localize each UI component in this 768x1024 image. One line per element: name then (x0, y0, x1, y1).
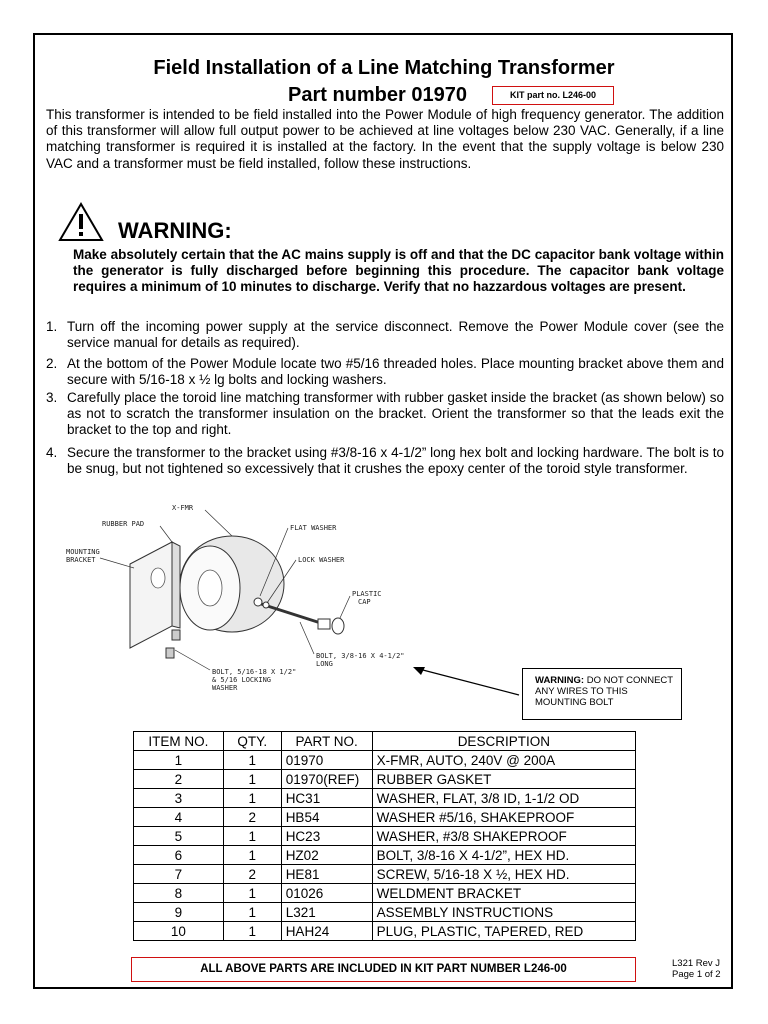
callout-bold: WARNING: (535, 675, 585, 686)
label-lock-washer: LOCK WASHER (298, 556, 345, 564)
cell-part: 01970 (281, 751, 372, 770)
cell-item: 2 (134, 770, 224, 789)
step-number: 1. (46, 319, 58, 334)
page-title: Field Installation of a Line Matching Transformer (153, 57, 615, 79)
table-row (134, 770, 636, 789)
label-rubber-pad: RUBBER PAD (102, 520, 145, 528)
cell-description: WELDMENT BRACKET (372, 884, 635, 903)
column-header: PART NO. (281, 732, 372, 751)
label-cap: CAP (358, 598, 371, 606)
cell-qty: 1 (223, 884, 281, 903)
cell-qty: 1 (223, 770, 281, 789)
cell-description: WASHER #5/16, SHAKEPROOF (372, 808, 635, 827)
cell-part: HZ02 (281, 846, 372, 865)
label-bolt-516-line1: BOLT, 5/16-18 X 1/2" (212, 668, 297, 676)
cell-part: HAH24 (281, 922, 372, 941)
cell-item: 8 (134, 884, 224, 903)
table-row (134, 884, 636, 903)
callout-arrow-icon (405, 665, 525, 705)
step-item (46, 445, 724, 477)
label-xfmr: X-FMR (172, 504, 194, 512)
step-number: 4. (46, 445, 58, 460)
step-item (46, 319, 724, 351)
cell-part: HE81 (281, 865, 372, 884)
cell-qty: 2 (223, 865, 281, 884)
warning-text: Make absolutely certain that the AC mains supply is off and that the DC capacitor bank voltage within the generator is fully discharged before beginning this procedure. The capacitor bank voltage requires a minimum of 10 minutes to discharge. Verify that no hazzardous voltages are present. (73, 247, 724, 295)
cell-part: 01026 (281, 884, 372, 903)
cell-qty: 1 (223, 846, 281, 865)
label-bolt-38-line1: BOLT, 3/8-16 X 4-1/2" (316, 652, 405, 660)
cell-qty: 1 (223, 827, 281, 846)
transformer-assembly-diagram (60, 498, 420, 700)
cell-description: WASHER, #3/8 SHAKEPROOF (372, 827, 635, 846)
step-text: At the bottom of the Power Module locate two #5/16 threaded holes. Place mounting bracket above them and secure with 5/16-18 x ½ lg bolts and locking washers. (67, 356, 724, 388)
label-plastic: PLASTIC (352, 590, 382, 598)
label-flat-washer: FLAT WASHER (290, 524, 337, 532)
step-text: Carefully place the toroid line matching transformer with rubber gasket inside the bracket (as shown below) so as not to scratch the transformer insulation on the bracket. Orient the transformer so that the leads exit the bracket to the top and right. (67, 390, 724, 438)
cell-description: X-FMR, AUTO, 240V @ 200A (372, 751, 635, 770)
cell-description: PLUG, PLASTIC, TAPERED, RED (372, 922, 635, 941)
warning-callout (522, 668, 682, 720)
cell-item: 7 (134, 865, 224, 884)
table-row (134, 751, 636, 770)
cell-item: 3 (134, 789, 224, 808)
kit-includes-note: ALL ABOVE PARTS ARE INCLUDED IN KIT PART NUMBER L246-00 (131, 957, 636, 982)
cell-description: SCREW, 5/16-18 X ½, HEX HD. (372, 865, 635, 884)
column-header: DESCRIPTION (372, 732, 635, 751)
cell-item: 1 (134, 751, 224, 770)
cell-part: HC23 (281, 827, 372, 846)
cell-description: BOLT, 3/8-16 X 4-1/2”, HEX HD. (372, 846, 635, 865)
revision-block (672, 959, 721, 980)
cell-item: 9 (134, 903, 224, 922)
cell-item: 6 (134, 846, 224, 865)
kit-part-badge: KIT part no. L246-00 (492, 86, 614, 105)
table-header-row (134, 732, 636, 751)
step-item (46, 356, 724, 388)
revision-label: L321 Rev J (672, 958, 721, 969)
step-number: 2. (46, 356, 58, 371)
table-row (134, 789, 636, 808)
step-item (46, 390, 724, 439)
label-bolt-516-line3: WASHER (212, 684, 238, 692)
step-text: Secure the transformer to the bracket using #3/8-16 x 4-1/2” long hex bolt and locking hardware. The bolt is to be snug, but not tightened so excessively that it crushes the epoxy center of the toroid style transformer. (67, 445, 724, 477)
label-bracket: BRACKET (66, 556, 96, 564)
label-bolt-516-line2: & 5/16 LOCKING (212, 676, 272, 684)
column-header: ITEM NO. (134, 732, 224, 751)
cell-qty: 1 (223, 789, 281, 808)
label-mounting: MOUNTING (66, 548, 100, 556)
part-number-title: Part number 01970 (288, 84, 467, 106)
table-row (134, 865, 636, 884)
intro-paragraph: This transformer is intended to be field installed into the Power Module of high frequency generator. The addition of this transformer will allow full output power to be achieved at line voltages below 230 VAC. Generally, if a line matching transformer is required it is installed at the factory. In the event that the supply voltage is below 230 VAC and a transformer must be field installed, follow these instructions. (46, 107, 724, 171)
warning-heading: WARNING: (118, 218, 232, 243)
cell-item: 10 (134, 922, 224, 941)
cell-qty: 1 (223, 903, 281, 922)
cell-item: 5 (134, 827, 224, 846)
cell-qty: 1 (223, 922, 281, 941)
page-number: Page 1 of 2 (672, 968, 721, 980)
cell-qty: 2 (223, 808, 281, 827)
cell-part: L321 (281, 903, 372, 922)
table-row (134, 903, 636, 922)
cell-part: HC31 (281, 789, 372, 808)
cell-part: 01970(REF) (281, 770, 372, 789)
cell-part: HB54 (281, 808, 372, 827)
cell-description: WASHER, FLAT, 3/8 ID, 1-1/2 OD (372, 789, 635, 808)
table-row (134, 808, 636, 827)
step-text: Turn off the incoming power supply at the service disconnect. Remove the Power Module cover (see the service manual for details as required). (67, 319, 724, 351)
table-row (134, 922, 636, 941)
step-number: 3. (46, 390, 58, 405)
cell-description: RUBBER GASKET (372, 770, 635, 789)
label-bolt-38-line2: LONG (316, 660, 333, 668)
parts-table (133, 731, 636, 941)
cell-item: 4 (134, 808, 224, 827)
table-row (134, 846, 636, 865)
warning-triangle-icon (58, 202, 104, 242)
column-header: QTY. (223, 732, 281, 751)
table-row (134, 827, 636, 846)
cell-description: ASSEMBLY INSTRUCTIONS (372, 903, 635, 922)
callout-text: DO NOT CONNECT ANY WIRES TO THIS MOUNTING BOLT (535, 675, 673, 708)
cell-qty: 1 (223, 751, 281, 770)
